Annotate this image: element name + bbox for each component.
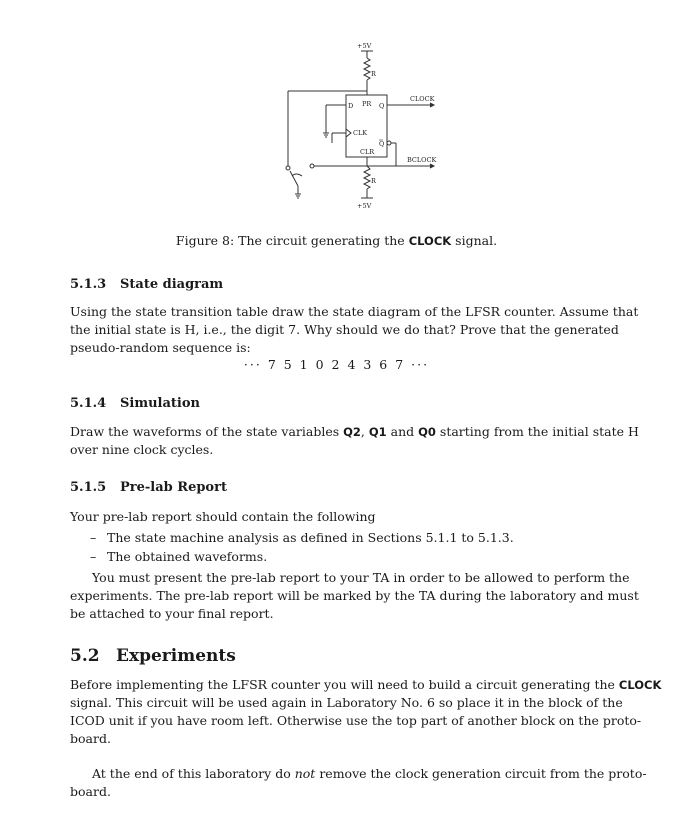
- text-run: and: [390, 424, 415, 439]
- text-run: Draw the waveforms of the state variables: [70, 424, 340, 439]
- ff-q-label: Q: [379, 102, 385, 110]
- section-number: 5.1.3: [70, 277, 107, 292]
- ff-d-label: D: [348, 102, 354, 110]
- switch-terminal-right: [310, 164, 314, 168]
- state-variable-q2: Q2: [343, 425, 361, 439]
- state-variable-q1: Q1: [368, 425, 387, 439]
- section-title: State diagram: [120, 277, 224, 292]
- pseudo-random-sequence: ··· 7 5 1 0 2 4 3 6 7 ···: [243, 357, 430, 372]
- bclock-arrow: [430, 164, 434, 168]
- clock-signal-name: CLOCK: [618, 678, 662, 692]
- qbar-bubble: [387, 141, 391, 145]
- caption-suffix: signal.: [455, 233, 498, 248]
- section-title: Experiments: [116, 646, 236, 666]
- vcc-top-label: +5V: [357, 42, 372, 50]
- paragraph-line: You must present the pre-lab report to your TA in order to be allowed to perform the: [92, 570, 630, 585]
- paragraph-line: ICOD unit if you have room left. Otherwise use the top part of another block on the proto-: [70, 713, 642, 728]
- text-run: remove the clock generation circuit from the proto-: [319, 766, 647, 781]
- paragraph-line: the initial state is H, i.e., the digit 7. Why should we do that? Prove that the generated: [70, 322, 619, 337]
- bullet-dash: –: [90, 530, 97, 545]
- clock-arrow: [430, 103, 434, 107]
- paragraph-line: [92, 766, 647, 781]
- heading-pre-lab-report: [70, 480, 227, 495]
- paragraph-line: be attached to your final report.: [70, 606, 274, 621]
- bclock-output-label: BCLOCK: [407, 156, 437, 164]
- paragraph-line: signal. This circuit will be used again in Laboratory No. 6 so place it in the block of the: [70, 695, 623, 710]
- vcc-bottom-label: +5V: [357, 202, 372, 210]
- ff-clr-label: CLR: [360, 148, 375, 156]
- bullet-dash: –: [90, 549, 97, 564]
- switch-terminal-left: [286, 166, 290, 170]
- ff-pr-label: PR: [362, 100, 372, 108]
- text-run: ,: [360, 424, 365, 439]
- clk-triangle: [346, 129, 351, 137]
- section-title: Simulation: [120, 396, 200, 411]
- resistor-bottom-label: R: [371, 177, 376, 185]
- caption-prefix: Figure 8: The circuit generating the: [175, 233, 405, 248]
- switch-lever: [290, 171, 298, 186]
- paragraph-line: over nine clock cycles.: [70, 442, 214, 457]
- paragraph-line: Your pre-lab report should contain the following: [70, 509, 376, 524]
- clock-output-label: CLOCK: [410, 95, 435, 103]
- paragraph-line: pseudo-random sequence is:: [70, 340, 251, 355]
- resistor-top-label: R: [371, 70, 376, 78]
- heading-experiments: [70, 646, 236, 666]
- section-number: 5.2: [70, 646, 100, 666]
- paragraph-line: [70, 677, 661, 692]
- ff-qbar-label: Q: [379, 140, 385, 148]
- text-run: Before implementing the LFSR counter you will need to build a circuit generating the: [70, 677, 615, 692]
- resistor-bottom: [364, 166, 370, 189]
- list-item: [90, 549, 267, 564]
- clock-circuit-diagram: [282, 38, 452, 216]
- paragraph-line: board.: [70, 731, 111, 746]
- section-number: 5.1.4: [70, 396, 107, 411]
- figure-caption: [0, 233, 673, 248]
- list-item-text: The state machine analysis as defined in Sections 5.1.1 to 5.1.3.: [107, 530, 514, 545]
- section-title: Pre-lab Report: [120, 480, 227, 495]
- paragraph-line: [70, 424, 639, 439]
- paragraph-line: board.: [70, 784, 111, 799]
- heading-state-diagram: [70, 277, 223, 292]
- text-run: At the end of this laboratory do: [92, 766, 291, 781]
- paragraph-line: experiments. The pre-lab report will be marked by the TA during the laboratory and must: [70, 588, 639, 603]
- list-item-text: The obtained waveforms.: [107, 549, 268, 564]
- caption-signal: CLOCK: [408, 234, 452, 248]
- ff-clk-label: CLK: [353, 129, 368, 137]
- section-number: 5.1.5: [70, 480, 107, 495]
- text-run: starting from the initial state H: [439, 424, 639, 439]
- switch-arc: [292, 174, 302, 176]
- list-item: [90, 530, 514, 545]
- heading-simulation: [70, 396, 200, 411]
- resistor-top: [364, 58, 370, 80]
- paragraph-line: Using the state transition table draw the state diagram of the LFSR counter. Assume that: [70, 304, 639, 319]
- state-variable-q0: Q0: [418, 425, 436, 439]
- emphasis-not: not: [294, 766, 316, 781]
